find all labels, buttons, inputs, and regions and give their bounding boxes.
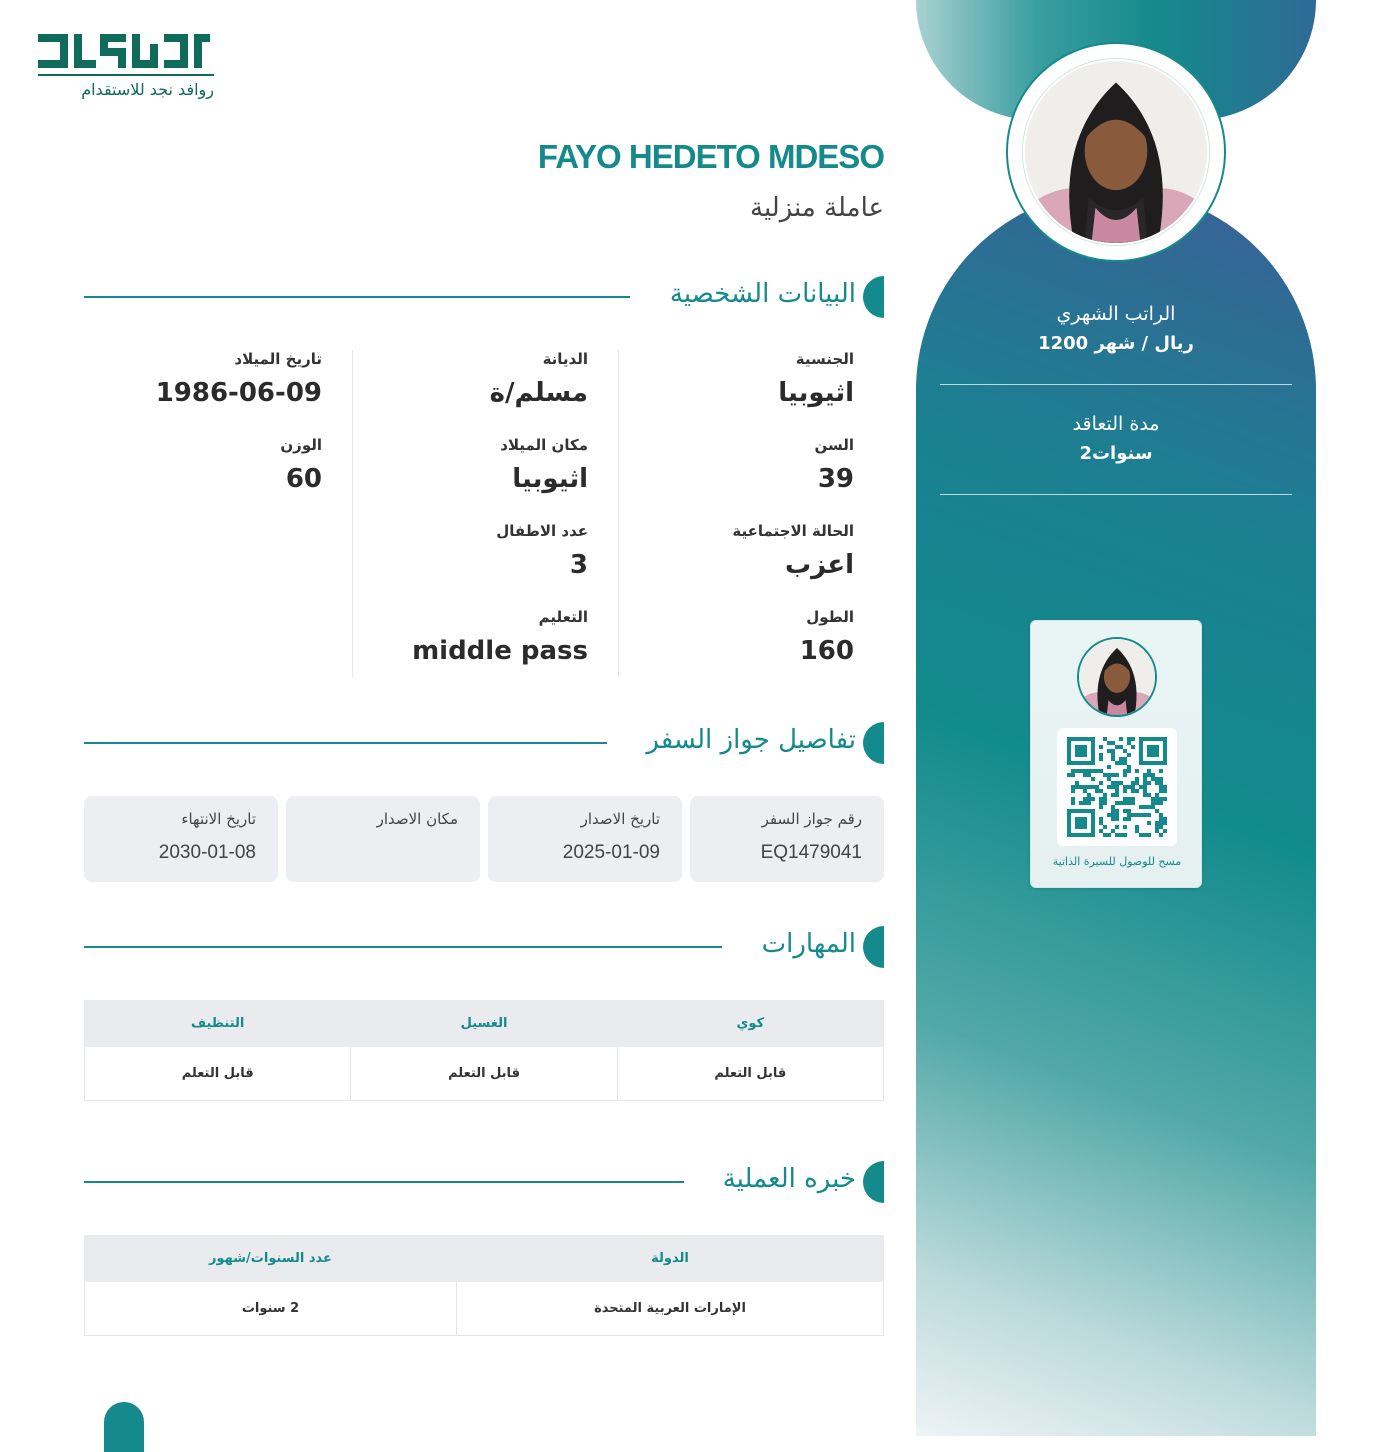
- section-cap: [863, 276, 884, 318]
- card-label: رقم جواز السفر: [761, 810, 862, 828]
- field-value: 3: [569, 550, 588, 580]
- section-header-skills: [84, 926, 884, 968]
- field-label: الطول: [806, 608, 854, 626]
- field-label: الجنسية: [795, 350, 854, 368]
- card-value: EQ1479041: [760, 842, 862, 863]
- field-value: middle pass: [412, 636, 588, 666]
- section-cap: [863, 722, 884, 764]
- contract-value: 2سنوات: [1079, 443, 1153, 464]
- company-logo: [38, 30, 218, 105]
- experience-table: [84, 1235, 884, 1336]
- section-cap: [863, 926, 884, 968]
- salary-value: 1200 ريال / شهر: [1038, 333, 1194, 354]
- personal-column: [618, 350, 884, 677]
- section-header-passport: [84, 722, 884, 764]
- skills-table: [84, 1000, 884, 1101]
- table-cell: قابل التعلم: [85, 1047, 351, 1101]
- education-field: [412, 608, 588, 666]
- field-label: الحالة الاجتماعية: [732, 522, 854, 540]
- field-value: مسلم/ة: [489, 378, 588, 408]
- column-header: عدد السنوات/شهور: [85, 1236, 457, 1282]
- salary-block: [940, 303, 1292, 354]
- profile-photo: [1023, 59, 1209, 245]
- birthplace-field: [500, 436, 588, 494]
- column-header: التنظيف: [85, 1001, 351, 1047]
- table-row: [85, 1047, 884, 1101]
- nationality-field: [778, 350, 854, 408]
- field-label: مكان الميلاد: [500, 436, 588, 454]
- column-header: كوي: [617, 1001, 883, 1047]
- field-value: اثيوبيا: [778, 378, 854, 408]
- field-label: عدد الاطفال: [496, 522, 588, 540]
- section-title: المهارات: [761, 929, 856, 959]
- age-field: [814, 436, 854, 494]
- logo-mark-icon: [38, 30, 214, 72]
- footer-tab: [104, 1402, 144, 1452]
- worker-name: FAYO HEDETO MDESO: [537, 138, 884, 175]
- issue-date-card: [488, 796, 682, 882]
- birthdate-field: [156, 350, 322, 408]
- salary-label: الراتب الشهري: [1056, 303, 1176, 325]
- table-header-row: [85, 1236, 884, 1282]
- field-label: التعليم: [538, 608, 588, 626]
- section-title: خبره العملية: [722, 1164, 856, 1194]
- religion-field: [490, 350, 588, 408]
- field-value: 39: [817, 464, 854, 494]
- section-title: البيانات الشخصية: [669, 279, 856, 309]
- qr-caption: مسح للوصول للسيرة الذاتية: [1052, 855, 1182, 868]
- contract-label: مدة التعاقد: [1072, 413, 1160, 435]
- marital-status-field: [732, 522, 854, 580]
- field-label: تاريخ الميلاد: [234, 350, 322, 368]
- height-field: [800, 608, 854, 666]
- children-field: [496, 522, 588, 580]
- personal-column: [352, 350, 618, 677]
- passport-number-card: [690, 796, 884, 882]
- weight-field: [280, 436, 322, 494]
- qr-code-icon[interactable]: [1057, 728, 1177, 846]
- section-header-personal: [84, 276, 884, 318]
- field-label: الوزن: [280, 436, 322, 454]
- card-label: تاريخ الاصدار: [580, 810, 660, 828]
- section-rule: [84, 742, 607, 744]
- sidebar-divider: [940, 384, 1292, 385]
- logo-text: روافد نجد للاستقدام: [81, 80, 214, 99]
- mini-profile-photo: [1077, 637, 1157, 717]
- logo-underline: [38, 74, 214, 76]
- field-value: 1986-06-09: [155, 378, 322, 408]
- section-rule: [84, 1181, 684, 1183]
- issue-place-card: [286, 796, 480, 882]
- section-title: تفاصيل جواز السفر: [646, 725, 856, 755]
- profile-photo-frame: [1006, 42, 1226, 262]
- table-cell: قابل التعلم: [617, 1047, 883, 1101]
- card-value: 2030-01-08: [158, 842, 256, 863]
- card-label: مكان الاصدار: [376, 810, 458, 828]
- sidebar-divider: [940, 494, 1292, 495]
- card-value: 2025-01-09: [562, 842, 660, 863]
- expiry-date-card: [84, 796, 278, 882]
- personal-column: [86, 350, 352, 677]
- field-value: 160: [799, 636, 854, 666]
- field-label: الديانة: [542, 350, 588, 368]
- section-rule: [84, 946, 722, 948]
- field-value: اعزب: [785, 550, 854, 580]
- field-value: 60: [285, 464, 322, 494]
- field-value: اثيوبيا: [512, 464, 588, 494]
- column-header: الغسيل: [351, 1001, 617, 1047]
- section-rule: [84, 296, 630, 298]
- section-header-experience: [84, 1161, 884, 1203]
- job-title: عاملة منزلية: [750, 193, 884, 223]
- table-cell: الإمارات العربية المتحدة: [457, 1282, 884, 1336]
- table-header-row: [85, 1001, 884, 1047]
- contract-block: [940, 413, 1292, 464]
- section-cap: [863, 1161, 884, 1203]
- card-label: تاريخ الانتهاء: [181, 810, 256, 828]
- qr-card[interactable]: [1030, 620, 1202, 888]
- column-header: الدولة: [457, 1236, 884, 1282]
- table-cell: قابل التعلم: [351, 1047, 617, 1101]
- table-row: [85, 1282, 884, 1336]
- field-label: السن: [814, 436, 854, 454]
- table-cell: 2 سنوات: [85, 1282, 457, 1336]
